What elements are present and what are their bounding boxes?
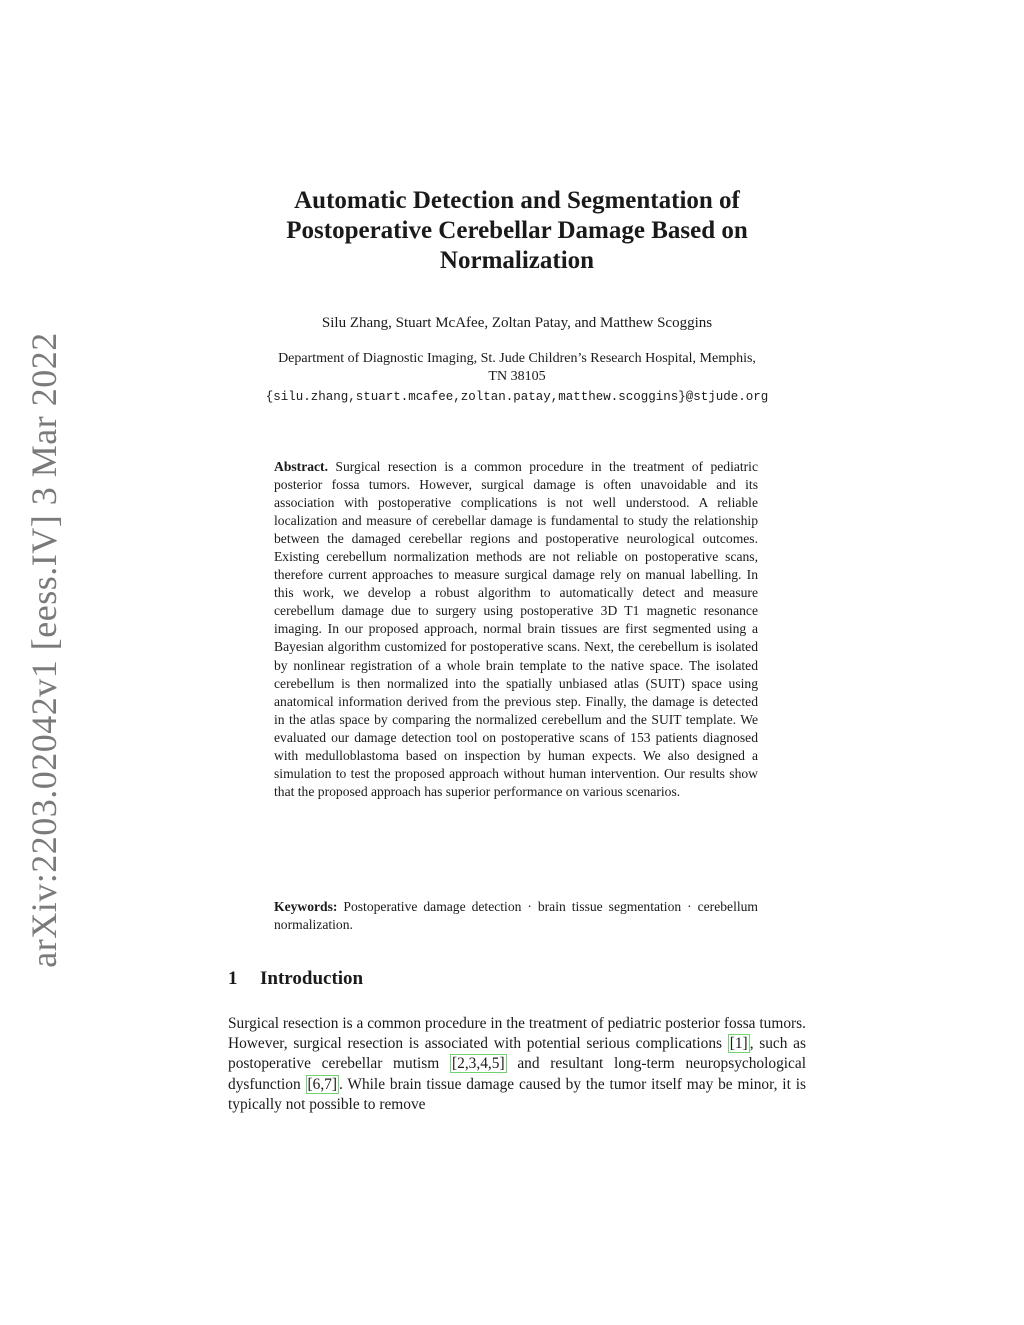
affiliation-line: Department of Diagnostic Imaging, St. Jude Children’s Research Hospital, Memphis, xyxy=(278,351,756,366)
citation-link[interactable]: [6,7] xyxy=(307,1075,338,1093)
paper-title xyxy=(228,186,806,276)
title-line: Normalization xyxy=(439,247,595,274)
intro-text: Surgical resection is a common procedure in the treatment of pediatric posterior fossa tumors. However, surgical resection is associated with potential serious complications xyxy=(228,1015,806,1053)
citation-link[interactable]: [1] xyxy=(729,1035,748,1053)
intro-text: , such as postoperative cerebellar mutism xyxy=(228,1035,806,1073)
abstract-text: Surgical resection is a common procedure in the treatment of pediatric posterior fossa tumors. However, surgical damage is often unavoidable and its association with postoperative complications is not well understood. A reliable localization and measure of cerebellar damage is fundamental to study the relationship between the damaged cerebellar regions and postoperative neurological outcomes. Existing cerebellum normalization methods are not reliable on postoperative scans, therefore current approaches to measure surgical damage rely on manual labelling. In this work, we develop a robust algorithm to automatically detect and measure cerebellum damage due to surgery using postoperative 3D T1 magnetic resonance imaging. In our proposed approach, normal brain tissues are first segmented using a Bayesian algorithm customized for postoperative scans. Next, the cerebellum is isolated by nonlinear registration of a whole brain template to the native space. The isolated cerebellum is then normalized into the spatially unbiased atlas (SUIT) space using anatomical information derived from the previous step. Finally, the damage is detected in the atlas space by comparing the normalized cerebellum and the SUIT template. We evaluated our damage detection tool on postoperative scans of 153 patients diagnosed with medulloblastoma based on inspection by human expects. We also designed a simulation to test the proposed approach without human intervention. Our results show that the proposed approach has superior performance on various scenarios. xyxy=(274,459,758,799)
citation-link[interactable]: [2,3,4,5] xyxy=(452,1055,505,1073)
affiliation-line: TN 38105 xyxy=(488,369,546,384)
author-list: Silu Zhang, Stuart McAfee, Zoltan Patay, and Matthew Scoggins xyxy=(321,315,713,331)
abstract xyxy=(274,458,758,801)
title-line: Automatic Detection and Segmentation of xyxy=(294,187,740,214)
section-heading xyxy=(228,968,363,990)
intro-text: . While brain tissue damage caused by the tumor itself may be minor, it is typically not possible to remove xyxy=(228,1075,806,1113)
section-number: 1 xyxy=(228,968,238,989)
affiliation xyxy=(228,350,806,406)
section-title: Introduction xyxy=(260,968,364,989)
introduction-paragraph xyxy=(228,1014,806,1115)
keywords-text: Postoperative damage detection · brain tissue segmentation · cerebellum normalization. xyxy=(274,899,758,932)
title-line: Postoperative Cerebellar Damage Based on xyxy=(286,217,748,244)
arxiv-identifier: arXiv:2203.02042v1 [eess.IV] 3 Mar 2022 xyxy=(24,332,64,968)
intro-text: and resultant long-term neuropsychological dysfunction xyxy=(228,1055,806,1093)
author-emails: {silu.zhang,stuart.mcafee,zoltan.patay,matthew.scoggins}@stjude.org xyxy=(265,390,769,404)
keywords xyxy=(274,898,758,934)
abstract-label: Abstract. xyxy=(274,459,328,474)
keywords-label: Keywords: xyxy=(274,899,338,914)
